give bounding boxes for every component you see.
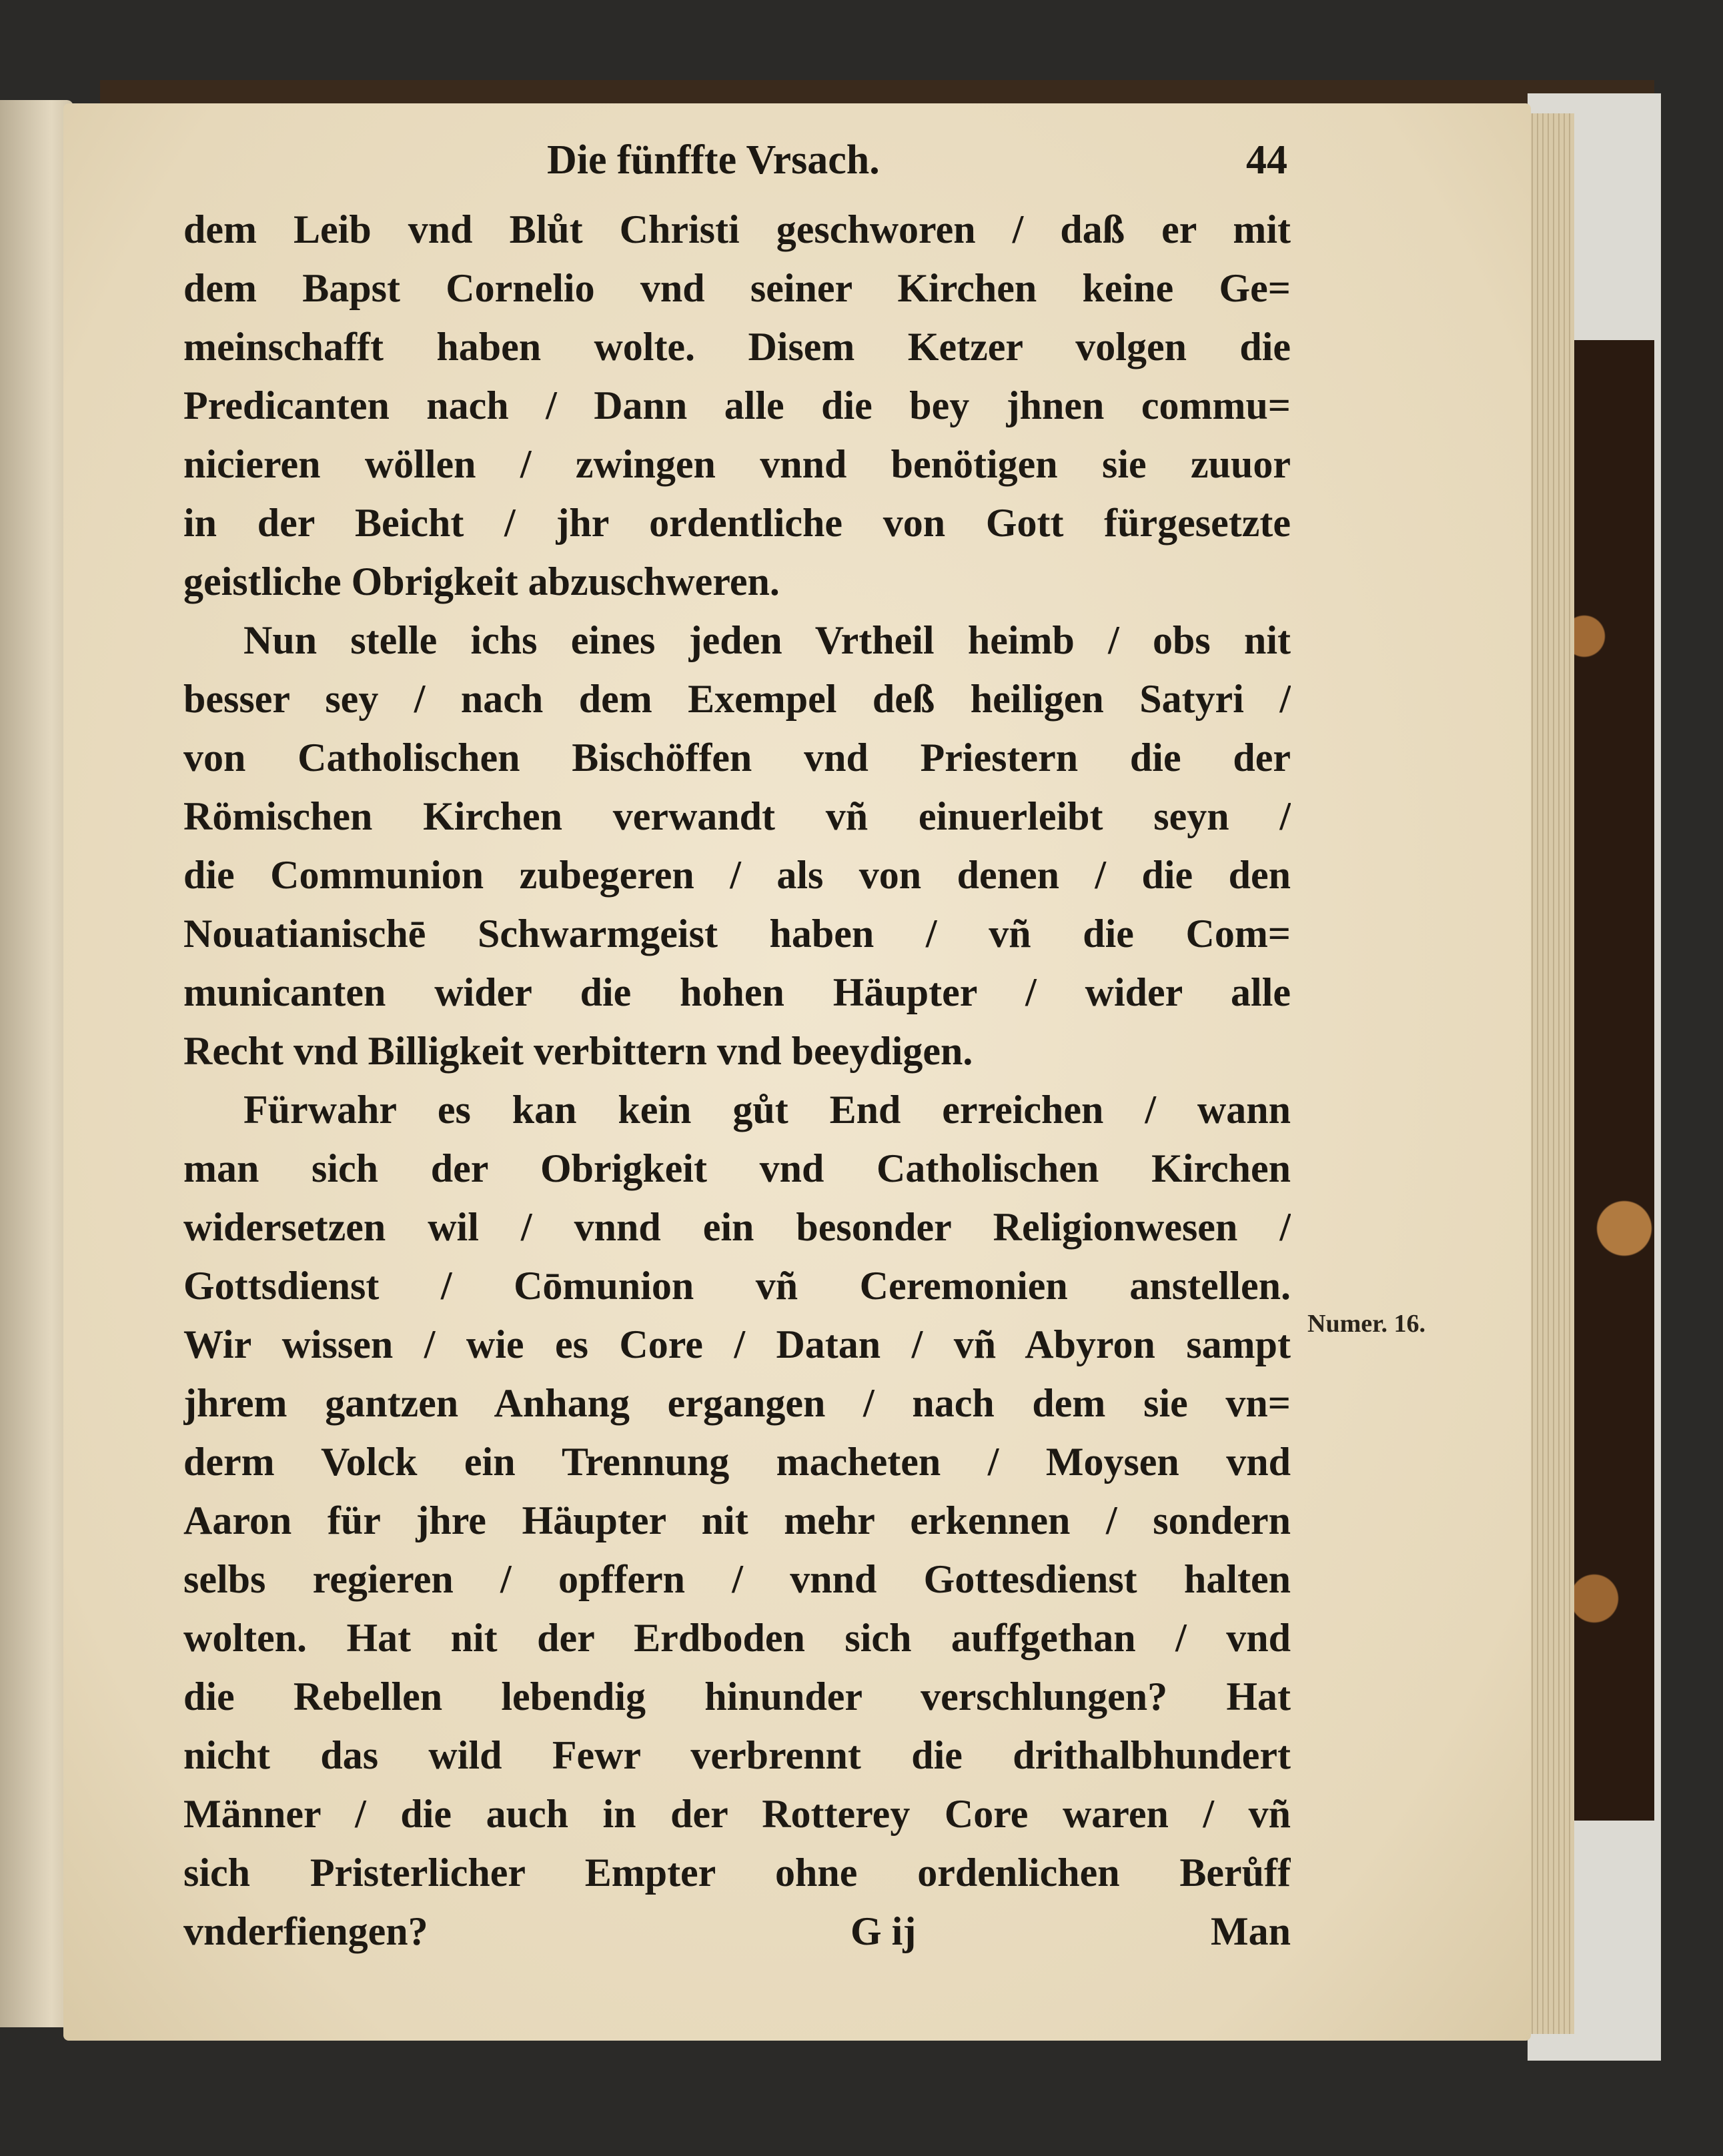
- text-line: geistliche Obrigkeit abzuschweren.: [183, 560, 780, 604]
- text-line: nicieren wöllen / zwingen vnnd benötigen sie zuuor: [183, 442, 1291, 486]
- text-line: dem Bapst Cornelio vnd seiner Kirchen keine Ge=: [183, 266, 1291, 310]
- text-line: widersetzen wil / vnnd ein besonder Religionwesen /: [183, 1205, 1291, 1249]
- text-line: die Communion zubegeren / als von denen / die den: [183, 853, 1291, 897]
- left-page: [0, 100, 73, 2027]
- text-line: man sich der Obrigkeit vnd Catholischen Kirchen: [183, 1146, 1291, 1190]
- text-line: derm Volck ein Trennung macheten / Moysen vnd: [183, 1440, 1291, 1484]
- body-text: [183, 200, 1291, 1961]
- text-line: in der Beicht / jhr ordentliche von Gott fürgesetzte: [183, 501, 1291, 545]
- text-line: besser sey / nach dem Exempel deß heiligen Satyri /: [183, 677, 1291, 721]
- text-line: die Rebellen lebendig hinunder verschlungen? Hat: [183, 1675, 1291, 1719]
- text-line: Wir wissen / wie es Core / Datan / vñ Abyron sampt: [183, 1322, 1291, 1366]
- marginal-note: Numer. 16.: [1307, 1310, 1425, 1338]
- text-line: wolten. Hat nit der Erdboden sich auffgethan / vnd: [183, 1616, 1291, 1660]
- text-line: dem Leib vnd Blůt Christi geschworen / daß er mit: [183, 207, 1291, 251]
- text-line: Aaron für jhre Häupter nit mehr erkennen / sondern: [183, 1498, 1291, 1542]
- last-line-text: vnderfiengen?: [183, 1909, 428, 1953]
- signature-mark: G ij: [850, 1909, 917, 1953]
- running-title: Die fünffte Vrsach.: [547, 137, 880, 183]
- page-number: 44: [1246, 137, 1287, 183]
- page-footer: [183, 1902, 1291, 1961]
- text-line: municanten wider die hohen Häupter / wider alle: [183, 970, 1291, 1014]
- text-line: selbs regieren / opffern / vnnd Gottesdienst halten: [183, 1557, 1291, 1601]
- text-line: Recht vnd Billigkeit verbittern vnd beeydigen.: [183, 1029, 973, 1073]
- text-line: Fürwahr es kan kein gůt End erreichen / wann: [243, 1088, 1291, 1132]
- page-header: [187, 133, 1287, 193]
- text-line: jhrem gantzen Anhang ergangen / nach dem sie vn=: [183, 1381, 1291, 1425]
- catchword: Man: [1211, 1909, 1291, 1953]
- text-line: meinschafft haben wolte. Disem Ketzer volgen die: [183, 325, 1291, 369]
- text-line: Predicanten nach / Dann alle die bey jhnen commu=: [183, 383, 1291, 427]
- text-line: nicht das wild Fewr verbrennt die drithalbhundert: [183, 1733, 1291, 1777]
- text-line: Nouatianischē Schwarmgeist haben / vñ die Com=: [183, 912, 1291, 956]
- book-top-edge: [100, 80, 1654, 107]
- text-line: Nun stelle ichs eines jeden Vrtheil heimb / obs nit: [243, 618, 1291, 662]
- text-line: von Catholischen Bischöffen vnd Priestern die der: [183, 736, 1291, 780]
- text-line: sich Pristerlicher Empter ohne ordenlichen Berůff: [183, 1851, 1291, 1895]
- text-line: Römischen Kirchen verwandt vñ einuerleibt seyn /: [183, 794, 1291, 838]
- text-line: Männer / die auch in der Rotterey Core waren / vñ: [183, 1792, 1291, 1836]
- text-line: Gottsdienst / Cōmunion vñ Ceremonien anstellen.: [183, 1264, 1291, 1308]
